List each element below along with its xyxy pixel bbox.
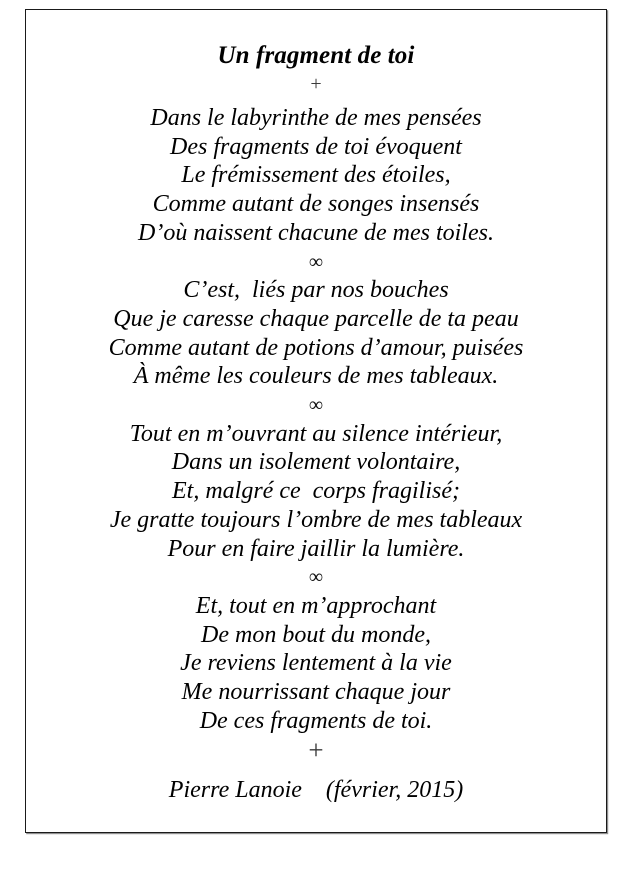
poem-line: Je reviens lentement à la vie <box>180 650 452 677</box>
poem-line: Me nourrissant chaque jour <box>181 679 451 706</box>
poem-line: De mon bout du monde, <box>201 621 431 648</box>
stanza-1 <box>39 104 593 248</box>
separator-plus-top: + <box>310 73 322 95</box>
poem-line: Je gratte toujours l’ombre de mes tableaux <box>109 506 523 533</box>
poem-line: Et, malgré ce corps fragilisé; <box>172 478 460 505</box>
poem-line: Le frémissement des étoiles, <box>181 162 451 189</box>
poem-line: D’où naissent chacune de mes toiles. <box>138 219 494 246</box>
poem-body <box>25 9 607 833</box>
poem-line: C’est, liés par nos bouches <box>183 277 449 304</box>
separator-infinity-1: ∞ <box>308 250 324 273</box>
poem-line: Dans le labyrinthe de mes pensées <box>150 105 482 131</box>
separator-infinity-3: ∞ <box>308 566 324 589</box>
poem-line: De ces fragments de toi. <box>199 707 433 734</box>
separator-plus-bottom: + <box>308 735 324 766</box>
poem-line: Pour en faire jaillir la lumière. <box>167 535 465 562</box>
poem-line: Que je caresse chaque parcelle de ta peau <box>113 305 519 332</box>
poem-line: Comme autant de songes insensés <box>152 191 480 218</box>
signature-line: Pierre Lanoie (février, 2015) <box>168 777 464 804</box>
poem-line: À même les couleurs de mes tableaux. <box>133 363 499 390</box>
separator-infinity-2: ∞ <box>308 394 324 417</box>
poem-line: Tout en m’ouvrant au silence intérieur, <box>129 420 503 447</box>
stanza-2 <box>39 276 593 391</box>
poem-line: Des fragments de toi évoquent <box>170 133 462 160</box>
poem-line: Comme autant de potions d’amour, puisées <box>108 334 524 361</box>
poem-line: Dans un isolement volontaire, <box>171 449 461 476</box>
stanza-3 <box>39 420 593 564</box>
spacer <box>39 765 593 776</box>
poem-line: Et, tout en m’approchant <box>195 592 437 619</box>
page-title: Un fragment de toi <box>217 42 415 69</box>
stanza-4 <box>39 592 593 736</box>
